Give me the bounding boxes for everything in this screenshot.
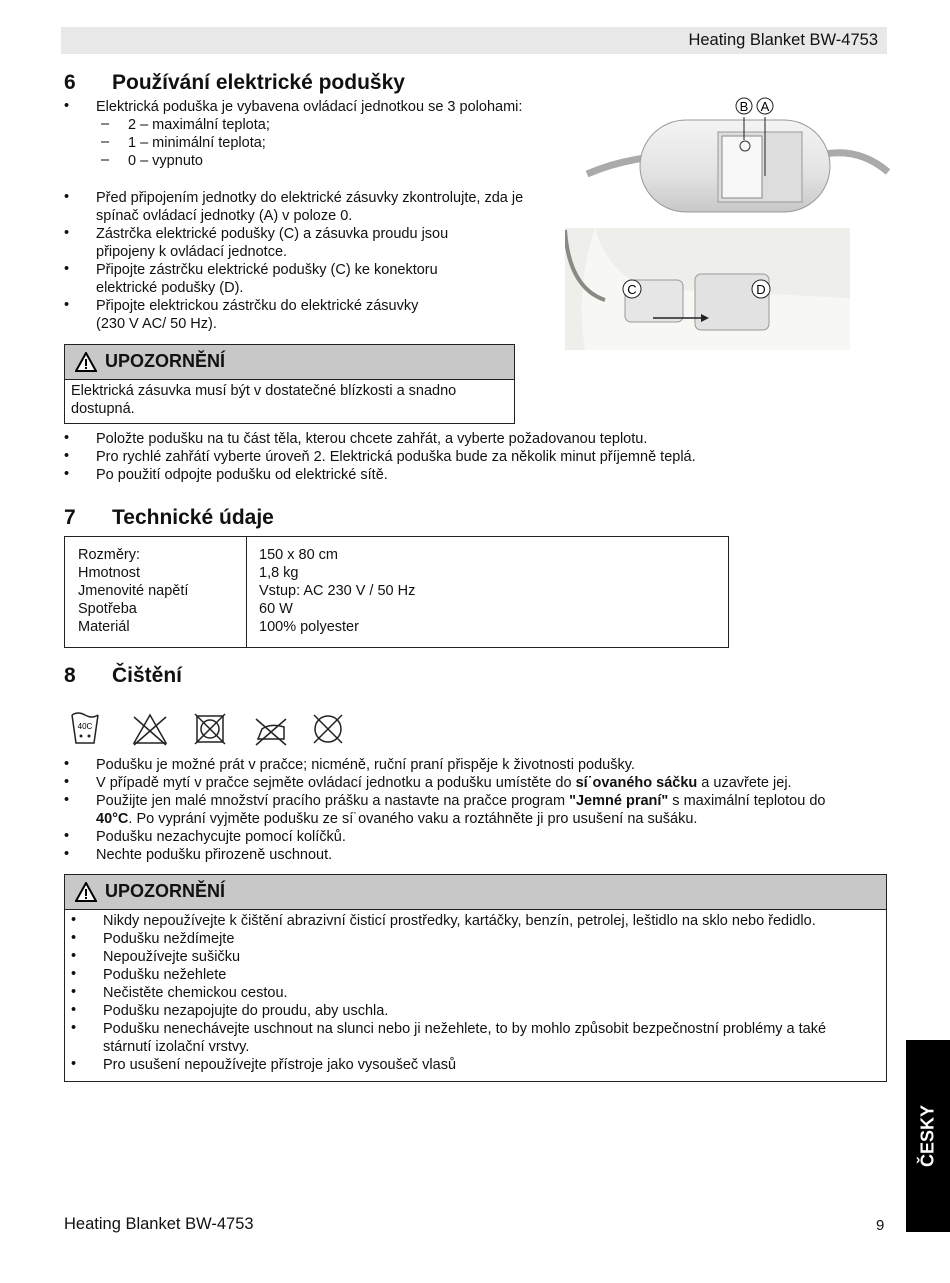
control-unit-illustration <box>585 92 890 217</box>
usage-item: Pro rychlé zahřátí vyberte úroveň 2. Elektrická poduška bude za několik minut příjemně teplá. <box>96 449 696 465</box>
no-iron-icon <box>256 719 286 745</box>
bullet: • <box>71 912 77 928</box>
bullet: • <box>64 297 70 313</box>
cable-right <box>825 153 888 172</box>
bullet: • <box>64 448 70 464</box>
cleaning-item: Podušku nezachycujte pomocí kolíčků. <box>96 829 346 845</box>
section-6-heading <box>64 71 405 95</box>
step-line: Zástrčka elektrické podušky (C) a zásuvka proudu jsou <box>96 226 449 242</box>
bullet: • <box>64 261 70 277</box>
spec-value: 150 x 80 cm <box>259 547 338 563</box>
cleaning-warning-box <box>64 874 887 1082</box>
spec-value: 60 W <box>259 601 293 617</box>
warning-item: Nepoužívejte sušičku <box>103 949 241 965</box>
spec-label: Spotřeba <box>78 601 137 617</box>
switch-slider <box>722 136 762 198</box>
warning-title: UPOZORNĚNÍ <box>105 881 226 901</box>
bullet: • <box>71 1020 77 1036</box>
bullet: • <box>64 756 70 772</box>
bullet: • <box>64 225 70 241</box>
usage-item: Položte podušku na tu část těla, kterou chcete zahřát, a vyberte požadovanou teplotu. <box>96 431 648 447</box>
section-number: 6 <box>64 71 76 94</box>
no-tumble-dry-icon <box>195 714 225 744</box>
cleaning-item: Použijte jen malé množství pracího prášku a nastavte na pračce program "Jemné praní" s maximální teplotou do <box>96 793 826 809</box>
warning-text: Elektrická zásuvka musí být v dostatečné blízkosti a snadno <box>71 383 457 399</box>
language-tab <box>906 1040 950 1232</box>
warning-item: Podušku nežehlete <box>103 967 227 983</box>
bullet: • <box>71 984 77 1000</box>
warning-header <box>65 345 514 380</box>
step-line: Připojte elektrickou zástrčku do elektrické zásuvky <box>96 298 419 314</box>
callout-c-label: C <box>627 282 637 297</box>
bullet: • <box>71 1002 77 1018</box>
spec-value: 100% polyester <box>259 619 359 635</box>
warning-item: Pro usušení nepoužívejte přístroje jako vysoušeč vlasů <box>103 1057 457 1073</box>
header-bar <box>61 27 887 54</box>
section-number: 7 <box>64 506 76 529</box>
no-bleach-icon <box>134 715 166 745</box>
bullet: • <box>71 930 77 946</box>
bullet: • <box>64 98 70 114</box>
spec-label: Hmotnost <box>78 565 141 581</box>
page-number: 9 <box>876 1217 885 1234</box>
section-number: 8 <box>64 664 76 687</box>
bullet: • <box>64 828 70 844</box>
warning-icon <box>75 352 97 372</box>
warning-item: Nikdy nepoužívejte k čištění abrazivní čisticí prostředky, kartáčky, benzín, petrolej, leštidlo na sklo nebo ředidlo. <box>103 913 816 929</box>
language-label: ČESKY <box>917 1104 938 1168</box>
cleaning-item-continued: 40°C. Po vyprání vyjměte podušku ze sí˙ovaného vaku a roztáhněte ji pro usušení na sušáku. <box>96 811 698 827</box>
warning-header <box>65 875 886 910</box>
step-line: spínač ovládací jednotky (A) v poloze 0. <box>96 208 353 224</box>
step-line: elektrické podušky (D). <box>96 280 244 296</box>
no-dry-clean-icon <box>314 715 342 743</box>
section-8-heading <box>64 664 182 688</box>
cleaning-item: Podušku je možné prát v pračce; nicméně, ruční praní přispěje k životnosti podušky. <box>96 757 635 773</box>
warning-item: Podušku nezapojujte do proudu, aby uschla. <box>103 1003 389 1019</box>
bullet: • <box>64 846 70 862</box>
section-title: Čištění <box>112 664 183 687</box>
bullet: • <box>64 189 70 205</box>
spec-value: Vstup: AC 230 V / 50 Hz <box>259 583 416 599</box>
spec-value: 1,8 kg <box>259 565 299 581</box>
level-item: 1 – minimální teplota; <box>128 135 266 151</box>
level-item: 0 – vypnuto <box>128 153 203 169</box>
bullet: • <box>64 774 70 790</box>
dash: – <box>101 116 110 132</box>
cable-left <box>587 158 645 174</box>
care-symbols <box>70 711 350 747</box>
bullet: • <box>64 466 70 482</box>
connector-illustration <box>565 228 850 350</box>
bullet: • <box>64 430 70 446</box>
callout-b-label: B <box>739 99 749 114</box>
warning-box <box>64 344 515 424</box>
step-line: Před připojením jednotky do elektrické zásuvky zkontrolujte, zda je <box>96 190 524 206</box>
callout-d-label: D <box>756 282 766 297</box>
intro-text: Elektrická poduška je vybavena ovládací jednotkou se 3 polohami: <box>96 99 523 115</box>
warning-item-continued: stárnutí izolační vrstvy. <box>103 1039 250 1055</box>
column-divider <box>246 537 247 647</box>
warning-text: dostupná. <box>71 401 135 417</box>
section-title: Používání elektrické podušky <box>112 71 405 94</box>
cleaning-item: Nechte podušku přirozeně uschnout. <box>96 847 333 863</box>
warning-item: Podušku nenechávejte uschnout na slunci nebo ji nežehlete, to by mohlo způsobit bezpečnostní problémy a také <box>103 1021 827 1037</box>
step-line: (230 V AC/ 50 Hz). <box>96 316 217 332</box>
callout-a-label: A <box>760 99 770 114</box>
footer-title: Heating Blanket BW-4753 <box>64 1215 254 1233</box>
bullet: • <box>71 966 77 982</box>
level-item: 2 – maximální teplota; <box>128 117 270 133</box>
bullet: • <box>64 792 70 808</box>
dash: – <box>101 152 110 168</box>
warning-item: Nečistěte chemickou cestou. <box>103 985 288 1001</box>
usage-item: Po použití odpojte podušku od elektrické sítě. <box>96 467 388 483</box>
spec-label: Jmenovité napětí <box>78 583 189 599</box>
bullet: • <box>71 1056 77 1072</box>
section-7-heading <box>64 506 274 530</box>
header-title: Heating Blanket BW-4753 <box>688 31 878 49</box>
wash-temp-label: 40C <box>77 722 93 731</box>
step-line: Připojte zástrčku elektrické podušky (C) ke konektoru <box>96 262 438 278</box>
spec-label: Materiál <box>78 619 130 635</box>
spec-label: Rozměry: <box>78 547 141 563</box>
bullet: • <box>71 948 77 964</box>
tech-specs-table <box>64 536 729 648</box>
step-line: připojeny k ovládací jednotce. <box>96 244 288 260</box>
dash: – <box>101 134 110 150</box>
wash-40-icon <box>72 713 98 743</box>
cleaning-item: V případě mytí v pračce sejměte ovládací jednotku a podušku umístěte do sí˙ovaného sáčku a uzavřete jej. <box>96 775 792 791</box>
warning-title: UPOZORNĚNÍ <box>105 351 226 371</box>
warning-item: Podušku neždímejte <box>103 931 235 947</box>
warning-icon <box>75 882 97 902</box>
section-title: Technické údaje <box>112 506 274 529</box>
